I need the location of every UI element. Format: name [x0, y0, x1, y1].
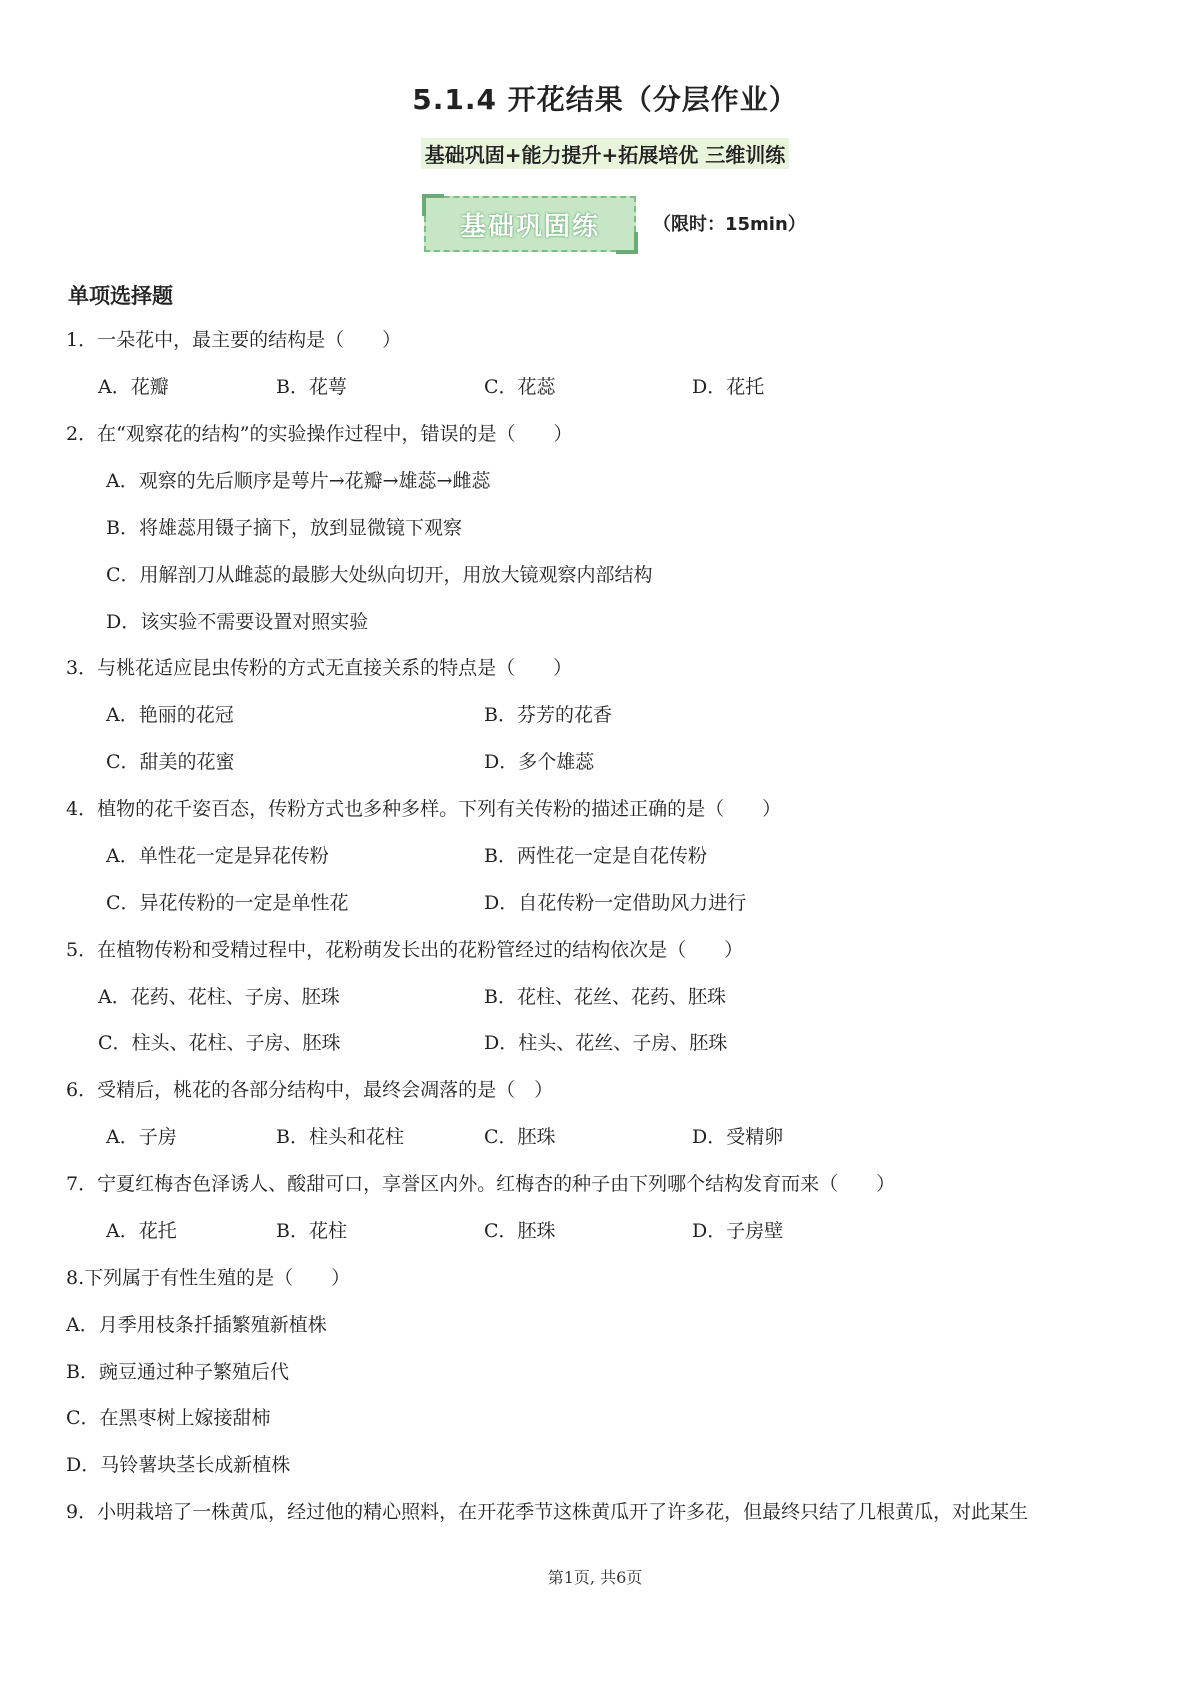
option-b: B．花萼 [276, 376, 347, 398]
option-c: C．胚珠 [484, 1220, 556, 1242]
option-d: D．子房壁 [692, 1220, 784, 1242]
option-c: C．在黑枣树上嫁接甜柿 [66, 1407, 271, 1429]
question-stem: 5．在植物传粉和受精过程中，花粉萌发长出的花粉管经过的结构依次是（ ） [66, 939, 744, 961]
option-b: B．将雄蕊用镊子摘下，放到显微镜下观察 [106, 517, 462, 539]
option-a: A．观察的先后顺序是萼片→花瓣→雄蕊→雌蕊 [106, 470, 491, 492]
option-a: A．单性花一定是异花传粉 [106, 845, 329, 867]
time-limit: （限时：15min） [653, 214, 806, 235]
option-c: C．甜美的花蜜 [106, 751, 235, 773]
option-b: B．芬芳的花香 [484, 704, 612, 726]
option-d: D．花托 [692, 376, 765, 398]
option-b: B．两性花一定是自花传粉 [484, 845, 707, 867]
option-b: B．花柱 [276, 1220, 347, 1242]
question-stem: 1．一朵花中，最主要的结构是（ ） [66, 329, 402, 351]
option-a: A．子房 [106, 1126, 177, 1148]
question-stem: 7．宁夏红梅杏色泽诱人、酸甜可口，享誉区内外。红梅杏的种子由下列哪个结构发育而来（ ） [66, 1173, 896, 1195]
badge-label: 基础巩固练 [459, 211, 600, 242]
question-stem: 6．受精后，桃花的各部分结构中，最终会凋落的是（ ） [66, 1079, 554, 1101]
question-stem: 4．植物的花千姿百态，传粉方式也多种多样。下列有关传粉的描述正确的是（ ） [66, 798, 782, 820]
question-stem: 2．在“观察花的结构”的实验操作过程中，错误的是（ ） [66, 423, 573, 445]
section-badge [424, 196, 636, 252]
option-a: A．花瓣 [98, 376, 169, 398]
option-d: D．该实验不需要设置对照实验 [106, 611, 369, 633]
question-stem: 3．与桃花适应昆虫传粉的方式无直接关系的特点是（ ） [66, 657, 573, 679]
option-c: C．异花传粉的一定是单性花 [106, 892, 349, 914]
section-title: 单项选择题 [68, 284, 173, 308]
option-d: D．自花传粉一定借助风力进行 [484, 892, 747, 914]
option-c: C．用解剖刀从雌蕊的最膨大处纵向切开，用放大镜观察内部结构 [106, 564, 653, 586]
question-stem: 9．小明栽培了一株黄瓜，经过他的精心照料，在开花季节这株黄瓜开了许多花，但最终只结了几根黄瓜，对此某生 [66, 1501, 1029, 1523]
subtitle-wrap [0, 138, 1190, 169]
option-b: B．花柱、花丝、花药、胚珠 [484, 986, 726, 1008]
option-c: C．柱头、花柱、子房、胚珠 [98, 1032, 341, 1054]
page-subtitle: 基础巩固+能力提升+拓展培优 三维训练 [421, 138, 789, 169]
option-c: C．胚珠 [484, 1126, 556, 1148]
option-c: C．花蕊 [484, 376, 556, 398]
option-b: B．柱头和花柱 [276, 1126, 404, 1148]
option-d: D．多个雄蕊 [484, 751, 595, 773]
option-b: B．豌豆通过种子繁殖后代 [66, 1361, 289, 1383]
option-a: A．花药、花柱、子房、胚珠 [98, 986, 340, 1008]
page-title: 5.1.4 开花结果（分层作业） [412, 83, 798, 116]
option-d: D．马铃薯块茎长成新植株 [66, 1454, 291, 1476]
page-footer: 第1页, 共6页 [547, 1568, 643, 1587]
option-a: A．花托 [106, 1220, 177, 1242]
option-d: D．受精卵 [692, 1126, 784, 1148]
option-a: A．艳丽的花冠 [106, 704, 234, 726]
question-stem: 8.下列属于有性生殖的是（ ） [66, 1267, 351, 1289]
option-a: A．月季用枝条扦插繁殖新植株 [66, 1314, 327, 1336]
option-d: D．柱头、花丝、子房、胚珠 [484, 1032, 728, 1054]
